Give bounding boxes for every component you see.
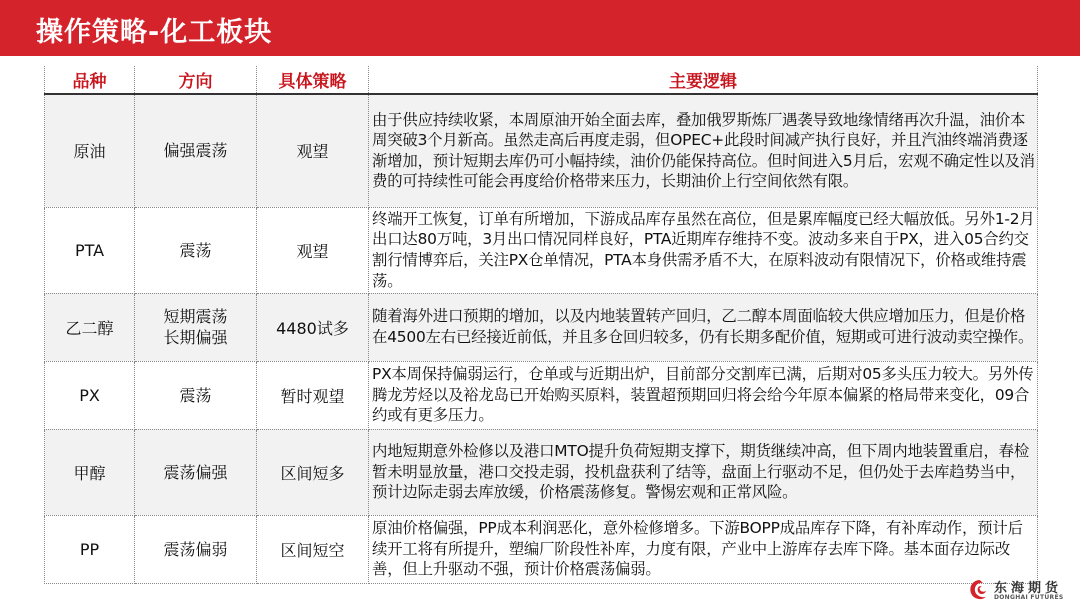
direction-line: 震荡: [179, 240, 212, 260]
col-header-strategy: 具体策略: [257, 66, 369, 94]
table-row: [45, 293, 1038, 361]
variety-cell: 原油: [45, 94, 135, 207]
swirl-logo-icon: [968, 578, 990, 602]
direction-cell: [135, 429, 257, 515]
logic-cell: 终端开工恢复，订单有所增加，下游成品库存虽然在高位，但是累库幅度已经大幅放低。另外1-2月出口达80万吨，3月出口情况同样良好，PTA近期库存维持不变。波动多来自于PX，进入05合约交割行情博弈后，关注PX仓单情况，PTA本身供需矛盾不大，在原料波动有限情况下，价格或维持震荡。: [369, 207, 1038, 293]
variety-cell: PP: [45, 515, 135, 583]
direction-line: 偏强震荡: [163, 141, 228, 161]
strategy-cell: 4480试多: [257, 293, 369, 361]
col-header-direction: 方向: [135, 66, 257, 94]
direction-cell: [135, 94, 257, 207]
direction-line: 震荡偏强: [163, 462, 228, 482]
col-header-variety: 品种: [45, 66, 135, 94]
strategy-cell: 区间短空: [257, 515, 369, 583]
table-row: [45, 207, 1038, 293]
logic-cell: 内地短期意外检修以及港口MTO提升负荷短期支撑下，期货继续冲高，但下周内地装置重启，春检暂未明显放量，港口交投走弱，投机盘获利了结等，盘面上行驱动不足，但仍处于去库趋势当中，预计边际走弱去库放缓，价格震荡修复。警惕宏观和正常风险。: [369, 429, 1038, 515]
logic-cell: 由于供应持续收紧，本周原油开始全面去库，叠加俄罗斯炼厂遇袭导致地缘情绪再次升温，油价本周突破3个月新高。虽然走高后再度走弱，但OPEC+此段时间减产执行良好，并且汽油终端消费逐渐增加，预计短期去库仍可小幅持续，油价仍能保持高位。但时间进入5月后，宏观不确定性以及消费的可持续性可能会再度给价格带来压力，长期油价上行空间依然有限。: [369, 94, 1038, 207]
direction-line: 长期偏强: [163, 328, 228, 347]
strategy-cell: 观望: [257, 94, 369, 207]
direction-cell: [135, 515, 257, 583]
direction-cell: [135, 207, 257, 293]
strategy-cell: 暂时观望: [257, 361, 369, 429]
strategy-cell: 观望: [257, 207, 369, 293]
logo-name-cn: 东海期货: [994, 581, 1063, 596]
strategy-table: [44, 66, 1038, 584]
variety-cell: PX: [45, 361, 135, 429]
variety-cell: 甲醇: [45, 429, 135, 515]
table-row: [45, 94, 1038, 207]
logic-cell: 原油价格偏强，PP成本利润恶化，意外检修增多。下游BOPP成品库存下降，有补库动作，预计后续开工将有所提升，塑编厂阶段性补库，力度有限，产业中上游库存去库下降。基本面存边际改善，但上升驱动不强，预计价格震荡偏弱。: [369, 515, 1038, 583]
logic-cell: 随着海外进口预期的增加，以及内地装置转产回归，乙二醇本周面临较大供应增加压力，但是价格在4500左右已经接近前低，并且多仓回归较多，仍有长期多配价值，短期或可进行波动卖空操作。: [369, 293, 1038, 361]
title-bar: [0, 0, 1080, 56]
table-row: [45, 361, 1038, 429]
table-header-row: [45, 66, 1038, 94]
logo-name-en: DONGHAI FUTURES: [994, 594, 1064, 601]
company-logo: [968, 576, 1078, 606]
table-row: [45, 515, 1038, 583]
direction-line: 短期震荡: [163, 307, 228, 326]
direction-cell: [135, 293, 257, 361]
strategy-cell: 区间短多: [257, 429, 369, 515]
logic-cell: PX本周保持偏弱运行，仓单或与近期出炉，目前部分交割库已满，后期对05多头压力较大。另外传腾龙芳烃以及裕龙岛已开始购买原料，装置超预期回归将会给今年原本偏紧的格局带来变化，09合约或有更多压力。: [369, 361, 1038, 429]
page-title: 操作策略-化工板块: [36, 17, 273, 48]
variety-cell: PTA: [45, 207, 135, 293]
variety-cell: 乙二醇: [45, 293, 135, 361]
table-row: [45, 429, 1038, 515]
direction-cell: [135, 361, 257, 429]
direction-line: 震荡偏弱: [163, 539, 228, 559]
col-header-logic: 主要逻辑: [369, 66, 1038, 94]
direction-line: 震荡: [179, 385, 212, 405]
